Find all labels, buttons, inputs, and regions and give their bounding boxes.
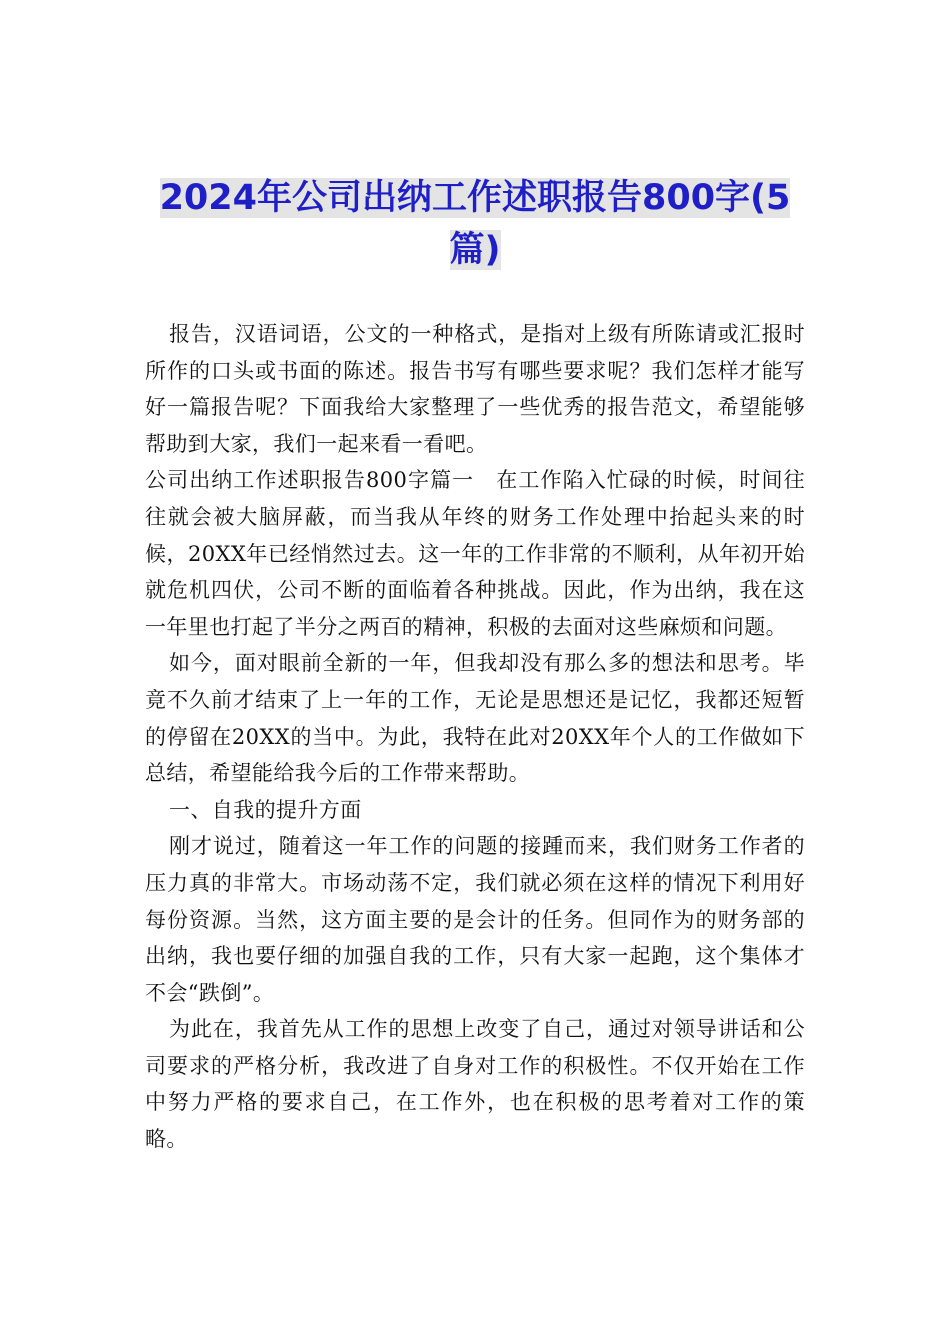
body-paragraph-3: 刚才说过，随着这一年工作的问题的接踵而来，我们财务工作者的压力真的非常大。市场动荡不定，我们就必须在这样的情况下利用好每份资源。当然，这方面主要的是会计的任务。但同作为的财务部的出纳，我也要仔细的加强自我的工作，只有大家一起跑，这个集体才不会“跌倒”。 [145,834,805,1005]
body-paragraph-4: 为此在，我首先从工作的思想上改变了自己，通过对领导讲话和公司要求的严格分析，我改进了自身对工作的积极性。不仅开始在工作中努力严格的要求自己，在工作外，也在积极的思考着对工作的策略。 [145,1017,805,1152]
intro-paragraph: 报告，汉语词语，公文的一种格式，是指对上级有所陈请或汇报时所作的口头或书面的陈述。报告书写有哪些要求呢？我们怎样才能写好一篇报告呢？下面我给大家整理了一些优秀的报告范文，希望能够帮助到大家，我们一起来看一看吧。 [145,322,805,456]
document-title-text: 2024年公司出纳工作述职报告800字(5篇) [159,178,791,270]
section-one-heading: 公司出纳工作述职报告800字篇一 [145,468,475,493]
document-body [145,316,805,1158]
section-one-text: 在工作陷入忙碌的时候，时间往往就会被大脑屏蔽，而当我从年终的财务工作处理中抬起头来的时候，20XX年已经悄然过去。这一年的工作非常的不顺利，从年初开始就危机四伏，公司不断的面临着各种挑战。因此，作为出纳，我在这一年里也打起了半分之两百的精神，积极的去面对这些麻烦和问题。 [145,468,805,639]
body-paragraph-2: 如今，面对眼前全新的一年，但我却没有那么多的想法和思考。毕竟不久前才结束了上一年的工作，无论是思想还是记忆，我都还短暂的停留在20XX的当中。为此，我特在此对20XX年个人的工作做如下总结，希望能给我今后的工作带来帮助。 [145,651,805,786]
section-one-paragraph [145,462,805,645]
subheading-self-improvement: 一、自我的提升方面 [169,797,362,822]
document-title [140,172,810,276]
